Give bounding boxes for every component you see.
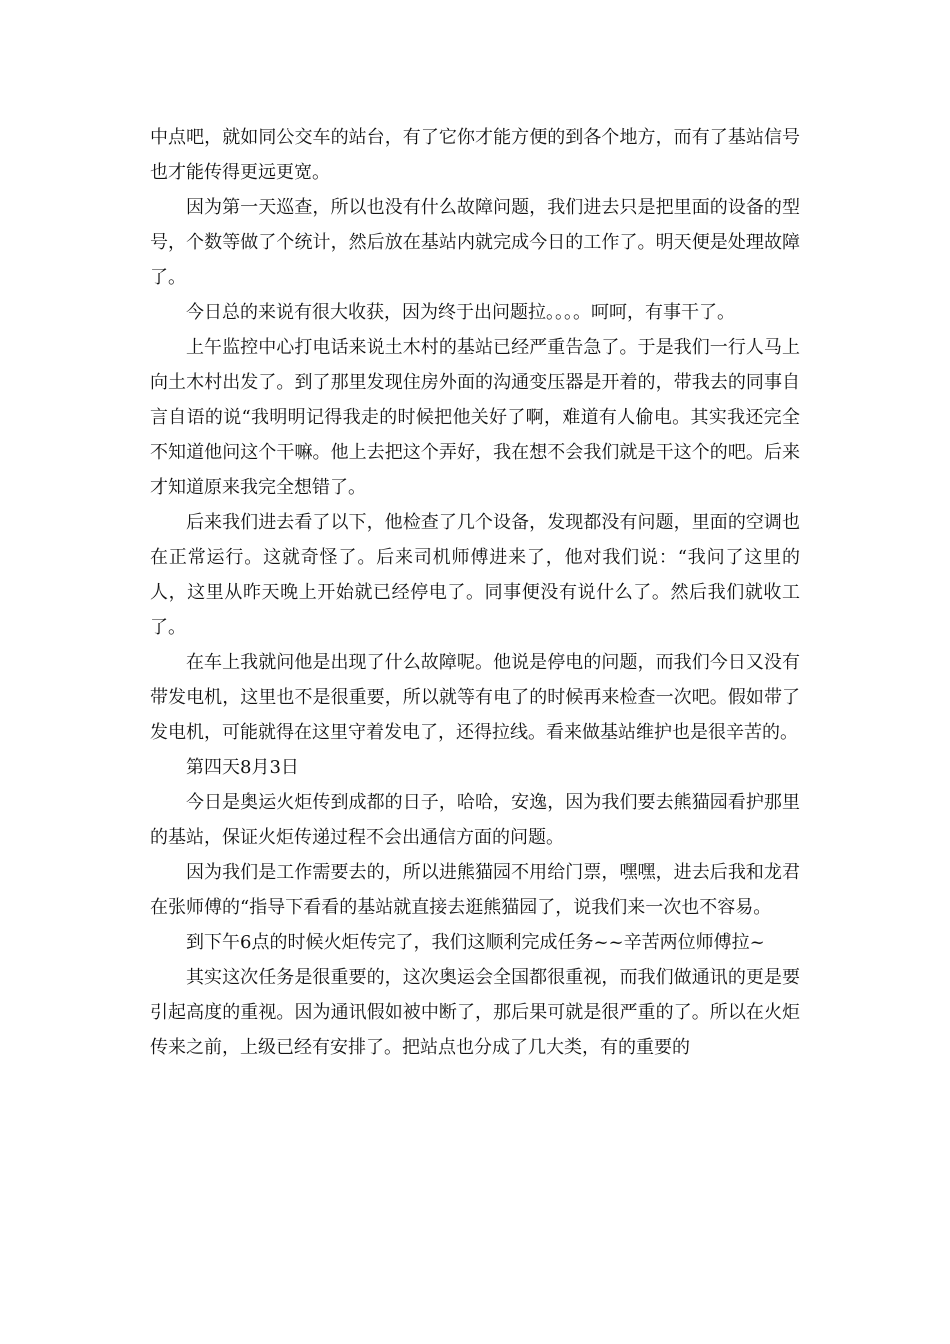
paragraph-1: 中点吧，就如同公交车的站台，有了它你才能方便的到各个地方，而有了基站信号也才能传得更远更宽。 [150,127,800,183]
paragraph-9: 因为我们是工作需要去的，所以进熊猫园不用给门票，嘿嘿，进去后我和龙君在张师傅的“指导下看看的基站就直接去逛熊猫园了，说我们来一次也不容易。 [150,862,800,918]
paragraph-6: 在车上我就问他是出现了什么故障呢。他说是停电的问题，而我们今日又没有带发电机，这里也不是很重要，所以就等有电了的时候再来检查一次吧。假如带了发电机，可能就得在这里守着发电了，还得拉线。看来做基站维护也是很辛苦的。 [150,652,800,743]
paragraph-8: 今日是奥运火炬传到成都的日子，哈哈，安逸，因为我们要去熊猫园看护那里的基站，保证火炬传递过程不会出通信方面的问题。 [150,792,800,848]
document-body [150,120,800,1065]
paragraph-2: 因为第一天巡查，所以也没有什么故障问题，我们进去只是把里面的设备的型号，个数等做了个统计，然后放在基站内就完成今日的工作了。明天便是处理故障了。 [150,197,800,288]
paragraph-4: 上午监控中心打电话来说土木村的基站已经严重告急了。于是我们一行人马上向土木村出发了。到了那里发现住房外面的沟通变压器是开着的，带我去的同事自言自语的说“我明明记得我走的时候把他关好了啊，难道有人偷电。其实我还完全不知道他问这个干嘛。他上去把这个弄好，我在想不会我们就是干这个的吧。后来才知道原来我完全想错了。 [150,337,800,498]
paragraph-10: 到下午6点的时候火炬传完了，我们这顺利完成任务~~辛苦两位师傅拉~ [186,932,765,953]
paragraph-3: 今日总的来说有很大收获，因为终于出问题拉。。。。呵呵，有事干了。 [186,302,735,323]
day-heading: 第四天8月3日 [186,757,299,778]
paragraph-5: 后来我们进去看了以下，他检查了几个设备，发现都没有问题，里面的空调也在正常运行。这就奇怪了。后来司机师傅进来了，他对我们说：“我问了这里的人，这里从昨天晚上开始就已经停电了。同事便没有说什么了。然后我们就收工了。 [150,512,800,638]
paragraph-11: 其实这次任务是很重要的，这次奥运会全国都很重视，而我们做通讯的更是要引起高度的重视。因为通讯假如被中断了，那后果可就是很严重的了。所以在火炬传来之前，上级已经有安排了。把站点也分成了几大类，有的重要的 [150,967,800,1058]
